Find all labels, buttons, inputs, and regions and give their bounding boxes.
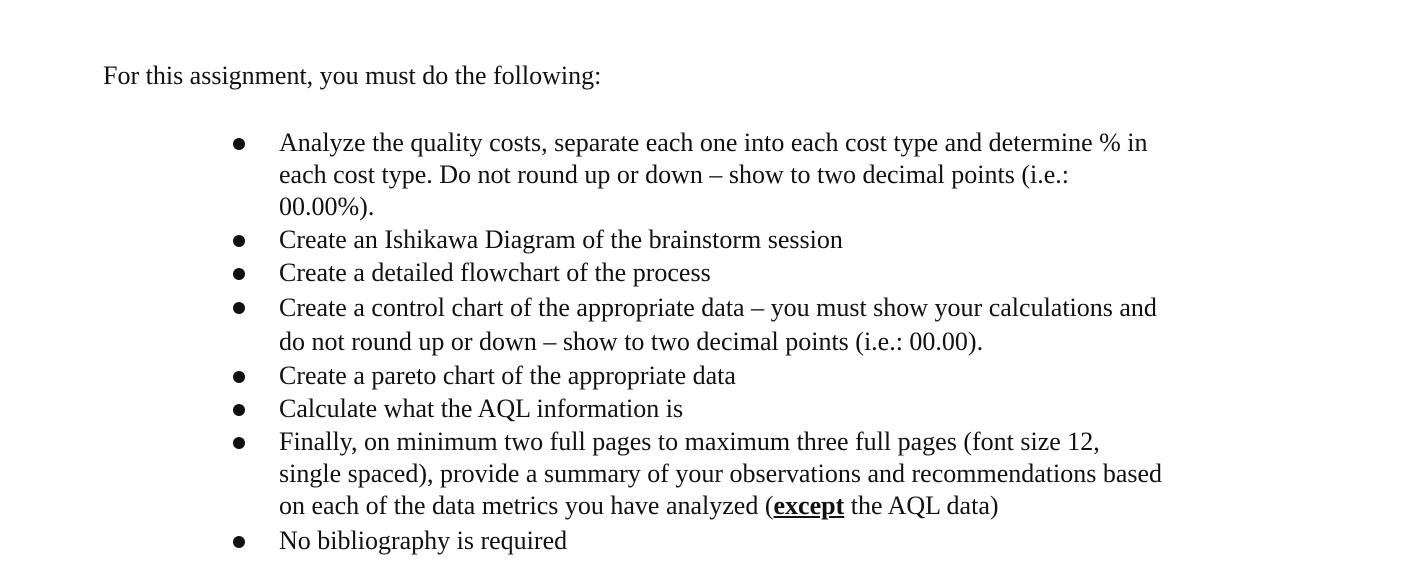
bullet-icon: [233, 268, 245, 280]
emphasis-text: except: [773, 491, 845, 520]
bullet-icon: [233, 371, 245, 383]
list-item-text: Create a detailed flowchart of the process: [279, 258, 711, 287]
intro-text: For this assignment, you must do the following:: [103, 61, 602, 90]
list-item-text: Analyze the quality costs, separate each one into each cost type and determine % in each cost type. Do not round up or down – show to two decimal points (i.e.: 00.00%).: [279, 128, 1148, 221]
bullet-icon: [233, 437, 245, 449]
bullet-icon: [233, 302, 245, 314]
list-item-text: Finally, on minimum two full pages to maximum three full pages (font size 12, single spaced), provide a summary of your observations and recommendations based on each of the data metrics you have analyzed (except the AQL data): [279, 427, 1163, 520]
bullet-icon: [233, 536, 245, 548]
bullet-icon: [233, 235, 245, 247]
list-item-text: Calculate what the AQL information is: [279, 394, 684, 423]
list-item-text: Create a pareto chart of the appropriate data: [279, 361, 736, 390]
list-item-text: No bibliography is required: [279, 526, 568, 555]
bullet-icon: [233, 138, 245, 150]
list-item-text: Create an Ishikawa Diagram of the brainstorm session: [279, 225, 843, 254]
list-item-text: Create a control chart of the appropriate data – you must show your calculations and do not round up or down – show to two decimal points (i.e.: 00.00).: [279, 293, 1157, 356]
bullet-icon: [233, 404, 245, 416]
